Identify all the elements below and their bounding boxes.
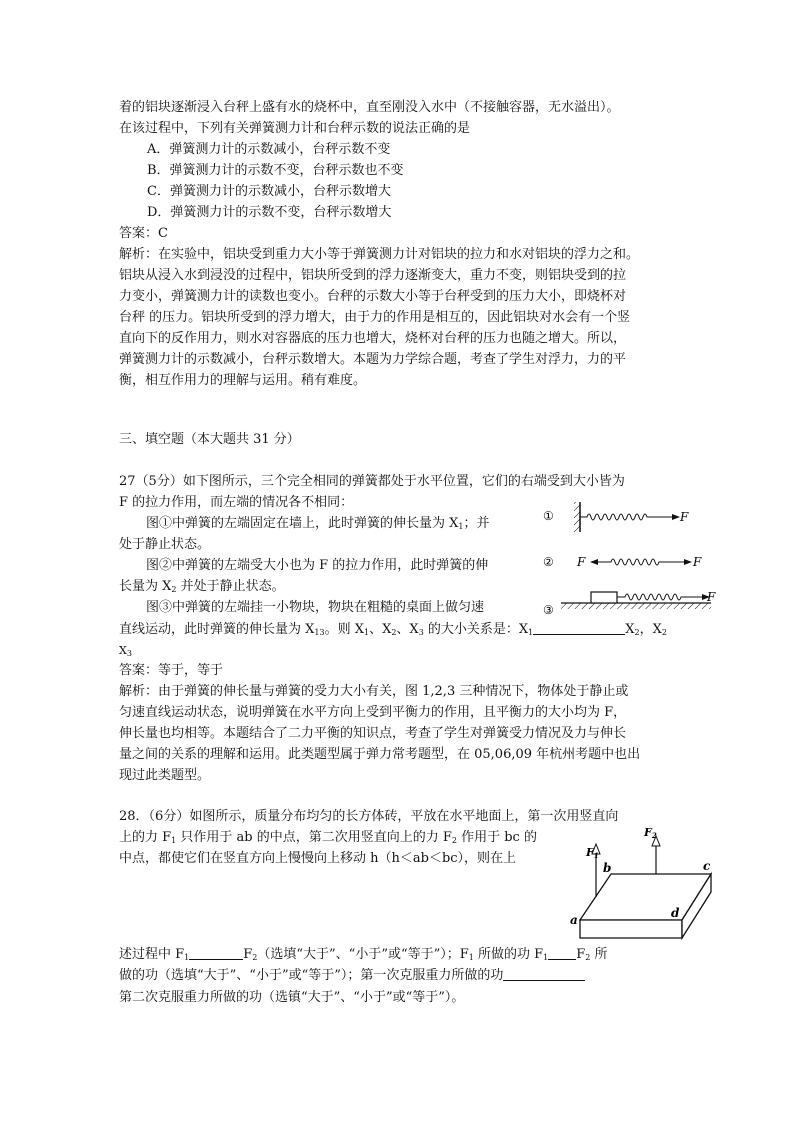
q27-analysis-line: 现过此类题型。 (119, 768, 211, 783)
q28-line-3: 中点，都使它们在竖直方向上慢慢向上移动 h（h＜ab＜bc），则在上 (119, 851, 517, 866)
q27-para2-line-a: 图②中弹簧的左端受大小也为 F 的拉力作用，此时弹簧的伸 (146, 558, 489, 573)
q26-stem-line-2: 在该过程中，下列有关弹簧测力计和台秤示数的说法正确的是 (119, 121, 471, 136)
q26-analysis-line: 解析：在实验中，铝块受到重力大小等于弹簧测力计对铝块的拉力和水对铝块的浮力之和。 (119, 247, 640, 262)
q27-line-2: F 的拉力作用，而左端的情况各不相同： (119, 495, 354, 510)
q26-analysis-line: 弹簧测力计的示数减小，台秤示数增大。本题为力学综合题，考查了学生对浮力，力的平 (119, 352, 627, 367)
spring-1 (580, 514, 653, 520)
force-F2-label: F2 (644, 826, 657, 840)
fig-label-2: ② (543, 555, 554, 569)
brick-figure (565, 822, 715, 940)
brick-front-face (580, 920, 682, 938)
arrow-head-icon (672, 514, 680, 520)
q28-line-2: 上的力 $F_1$ 只作用于 ab 的中点，第二次用竖直向上的力 $F_2$ 作用于 bc 的 (119, 830, 537, 845)
arrow-head-icon (590, 559, 598, 565)
spring-figure (535, 500, 725, 622)
q26-analysis-line: 衡，相互作用力的理解与运用。稍有难度。 (119, 373, 367, 388)
q26-analysis-line: 力变小，弹簧测力计的读数也变小。台秤的示数大小等于台秤受到的压力大小，即烧杯对 (119, 289, 627, 304)
force-label-F: F (680, 510, 689, 524)
q26-option-c: C．弹簧测力计的示数减小，台秤示数增大 (147, 184, 391, 199)
q26-option-a: A．弹簧测力计的示数减小，台秤示数不变 (147, 142, 391, 157)
spring-2 (607, 559, 663, 565)
q27-analysis-line: 匀速直线运动状态，说明弹簧在水平方向上受到平衡力的作用，且平衡力的大小均为 F， (119, 705, 627, 720)
vertex-b: b (603, 861, 612, 875)
force-label-F: F (707, 590, 716, 604)
fig-label-3: ③ (543, 603, 554, 617)
q26-option-d: D．弹簧测力计的示数不变，台秤示数增大 (147, 205, 392, 220)
vertex-d: d (671, 906, 680, 920)
q27-analysis-line: 解析：由于弹簧的伸长量与弹簧的受力大小有关，图 1,2,3 三种情况下，物体处于静止或 (119, 684, 629, 699)
wall (574, 502, 580, 532)
q27-answer: 答案：等于，等于 (119, 663, 224, 678)
q26-analysis-line: 台秤 的压力。铝块所受到的浮力增大，由于力的作用是相互的，因此铝块对水会有一个竖 (119, 310, 631, 325)
q28-line-6: 第二次克服重力所做的功（选镇“大于”、“小于”或“等于”）。 (119, 990, 465, 1005)
section-title: 三、填空题（本大题共 31 分） (119, 432, 300, 447)
q27-para3-line-c: $X_3$ (119, 644, 132, 658)
q26-option-b: B．弹簧测力计的示数不变，台秤示数也不变 (147, 163, 404, 178)
q28-line-4: 述过程中 $F_1$ $F_2$（选填“大于”、“小于”或“等于”）；$F_1$ 所做的功 $F_1$ $F_2$ 所 (119, 947, 608, 962)
force-F1-label: F1 (586, 846, 599, 860)
q28-line-1: 28．（6分）如图所示，质量分布均匀的长方体砖，平放在水平地面上，第一次用竖直向 (119, 809, 619, 824)
small-block (591, 592, 617, 603)
vertex-c: c (703, 859, 711, 873)
q27-para3-line-b: 直线运动，此时弹簧的伸长量为 $X_{13}$。则 $X_1$、$X_2$、$X_3$ 的大小关系是：$X_1$ $X_2$，$X_2$ (119, 622, 667, 637)
q28-answer-blank-3[interactable] (503, 966, 585, 981)
spring-3 (617, 594, 685, 600)
q27-para1-line-b: 处于静止状态。 (119, 537, 211, 552)
q26-analysis-line: 直向下的反作用力，则水对容器底的压力也增大，烧杯对台秤的压力也随之增大。所以， (119, 331, 627, 346)
q27-line-1: 27（5分）如下图所示，三个完全相同的弹簧都处于水平位置，它们的右端受到大小皆为 (119, 474, 625, 489)
q26-answer: 答案：C (119, 226, 168, 241)
q27-analysis-line: 伸长量也均相等。本题结合了二力平衡的知识点，考查了学生对弹簧受力情况及力与伸长 (119, 726, 627, 741)
q28-line-5: 做的功（选填“大于”、“小于”或“等于”）；第一次克服重力所做的功 (119, 966, 585, 986)
q27-para3-line-a: 图③中弹簧的左端挂一小物块，物块在粗糙的桌面上做匀速 (146, 600, 485, 615)
fig-label-1: ① (543, 509, 554, 523)
q27-answer-blank-1[interactable] (533, 620, 625, 635)
q26-stem-line-1: 着的铝块逐渐浸入台秤上盛有水的烧杯中，直至刚没入水中（不接触容器，无水溢出）。 (119, 100, 620, 115)
q27-para2-line-b: 长量为 $X_2$ 并处于静止状态。 (119, 579, 285, 594)
rough-table (561, 603, 711, 609)
force-label-F: F (577, 555, 586, 569)
vertex-a: a (570, 913, 578, 927)
q27-analysis-line: 量之间的关系的理解和运用。此类题型属于弹力常考题型，在 05,06,09 年杭州考题中也出 (119, 747, 641, 762)
q28-answer-blank-2[interactable] (548, 945, 576, 960)
arrow-head-icon (684, 559, 692, 565)
force-label-F: F (693, 555, 702, 569)
q26-analysis-line: 铝块从浸入水到浸没的过程中，铝块所受到的浮力逐渐变大，重力不变，则铝块受到的拉 (119, 268, 627, 283)
q27-para1-line-a: 图①中弹簧的左端固定在墙上，此时弹簧的伸长量为 $X_1$；并 (146, 516, 490, 531)
q28-answer-blank-1[interactable] (189, 945, 243, 960)
